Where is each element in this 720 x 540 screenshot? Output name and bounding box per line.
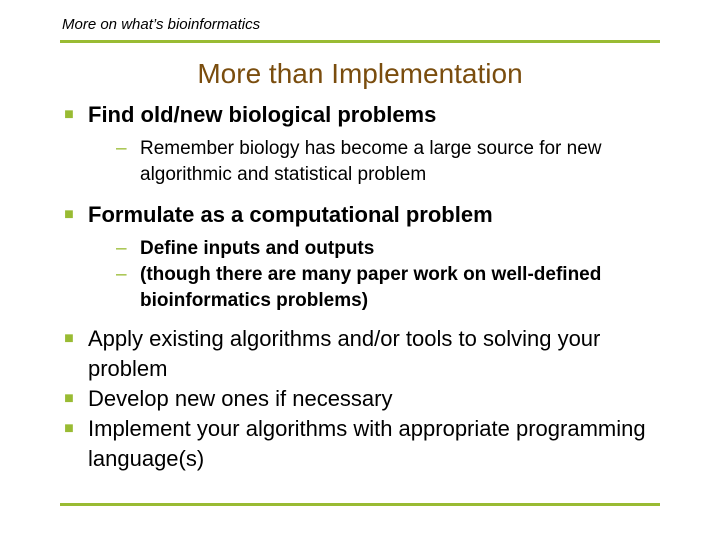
sub-bullet-text: Remember biology has become a large source for new algorithmic and statistical problem [140,138,602,185]
sub-bullet-item [116,236,672,262]
sub-bullet-item [116,262,672,314]
square-bullet-icon: ■ [64,420,74,437]
slide-body [62,100,672,474]
dash-bullet-icon: – [116,138,127,159]
bullet-item-3 [62,324,672,384]
bullet-item-2 [62,200,672,230]
bullet-text: Find old/new biological problems [88,102,437,127]
bullet-text: Formulate as a computational problem [88,202,493,227]
square-bullet-icon: ■ [64,106,74,123]
bottom-divider [60,503,660,506]
sub-bullet-text: Define inputs and outputs [140,238,375,259]
slide-header: More on what’s bioinformatics [62,16,261,33]
bullet-text: Implement your algorithms with appropriate programming language(s) [88,416,646,471]
bullet-text: Develop new ones if necessary [88,386,393,411]
square-bullet-icon: ■ [64,390,74,407]
dash-bullet-icon: – [116,264,127,285]
square-bullet-icon: ■ [64,330,74,347]
dash-bullet-icon: – [116,238,127,259]
bullet-text: Apply existing algorithms and/or tools to solving your problem [88,326,601,381]
top-divider [60,40,660,43]
bullet-item-5 [62,414,672,474]
square-bullet-icon: ■ [64,206,74,223]
sub-bullet-text: (though there are many paper work on well-defined bioinformatics problems) [140,264,602,311]
bullet-item-4 [62,384,672,414]
slide-title: More than Implementation [197,58,523,89]
bullet-item-1 [62,100,672,130]
sub-bullet-item [116,136,672,188]
